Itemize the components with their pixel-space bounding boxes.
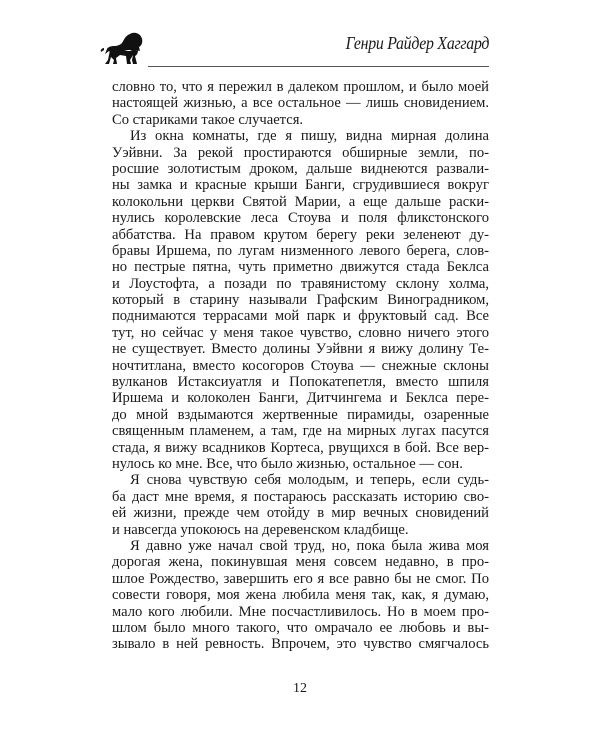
running-title: Генри Райдер Хаггард <box>345 33 489 53</box>
text-line: аббатства. На правом крутом берегу реки зеленеют ду- <box>112 226 489 243</box>
text-line: колокольни церкви Святой Марии, а еще дальше раски- <box>112 193 489 210</box>
text-line: ны замка и красные крыши Банги, сгрудившиеся вокруг <box>112 177 489 194</box>
text-line: не существует. Вместо долины Уэйвни я вижу долину Те- <box>112 341 489 358</box>
text-line: до мной вздымаются жертвенные пирамиды, озаренные <box>112 406 489 423</box>
text-line: и Лоустофта, а позади по травянистому склону холма, <box>112 275 489 292</box>
text-line: но пестрые пятна, чуть приметно движутся стада Беклса <box>112 259 489 276</box>
text-line: и навсегда упокоюсь на деревенском кладбище. <box>112 521 409 538</box>
text-line: шлом было много такого, что омрачало ее любовь и вы- <box>112 619 489 636</box>
text-line: дорогая жена, покинувшая меня совсем недавно, в про- <box>112 554 489 571</box>
text-line: ба даст мне время, я постараюсь рассказать историю сво- <box>112 488 489 505</box>
text-line: Уэйвни. За рекой простираются обширные земли, по- <box>112 144 489 161</box>
page-number: 12 <box>293 681 307 696</box>
text-line: настоящей жизнью, а все остальное — лишь сновидением. <box>112 95 489 112</box>
text-line: вулканов Истаксиуатля и Попокатепетля, вместо шпиля <box>112 374 489 391</box>
text-line: росшие золотистым дроком, дальше виднеются развали- <box>112 160 489 177</box>
text-line: стада, я вижу всадников Кортеса, рвущихся в бой. Все вер- <box>112 439 489 456</box>
text-line: Я давно уже начал свой труд, но, пока была жива моя <box>130 537 489 554</box>
header-rule <box>148 66 489 67</box>
text-line: Я снова чувствую себя молодым, и теперь, если судь- <box>130 472 489 489</box>
text-line: нулось ко мне. Все, что было жизнью, остальное — сон. <box>112 455 463 472</box>
lion-icon <box>100 30 146 68</box>
body-text <box>112 79 489 653</box>
text-line: мало кого любили. Мне посчастливилось. Но в моем про- <box>112 603 489 620</box>
text-line: священным пламенем, а там, где на мирных лугах пасутся <box>112 423 489 440</box>
text-line: который в старину называли Графским Виноградником, <box>112 292 489 309</box>
text-line: поднимаются террасами мой парк и фруктовый сад. Все <box>112 308 489 325</box>
text-line: нулись королевские леса Стоува и поля фликстонского <box>112 210 489 227</box>
text-line: ночтитлана, вместо косогоров Стоува — снежные склоны <box>112 357 489 374</box>
text-line: тут, но сейчас у меня такое чувство, словно ничего этого <box>112 324 489 341</box>
text-line: зывало в ней ревность. Впрочем, это чувство смягчалось <box>112 636 489 653</box>
text-line: бравы Иршема, по лугам низменного левого берега, слов- <box>112 242 489 259</box>
text-line: шлое Рождество, завершить его я все равно бы не смог. По <box>112 570 489 587</box>
text-line: совести говоря, моя жена любила меня так, как, я думаю, <box>112 587 489 604</box>
text-line: Со стариками такое случается. <box>112 111 304 128</box>
text-line: Из окна комнаты, где я пишу, видна мирная долина <box>130 128 489 145</box>
text-line: ей жизни, прежде чем отойду в мир вечных сновидений <box>112 505 489 522</box>
text-line: Иршема и колоколен Банги, Дитчингема и Беклса пере- <box>112 390 489 407</box>
text-line: словно то, что я пережил в далеком прошлом, и было моей <box>112 79 489 95</box>
